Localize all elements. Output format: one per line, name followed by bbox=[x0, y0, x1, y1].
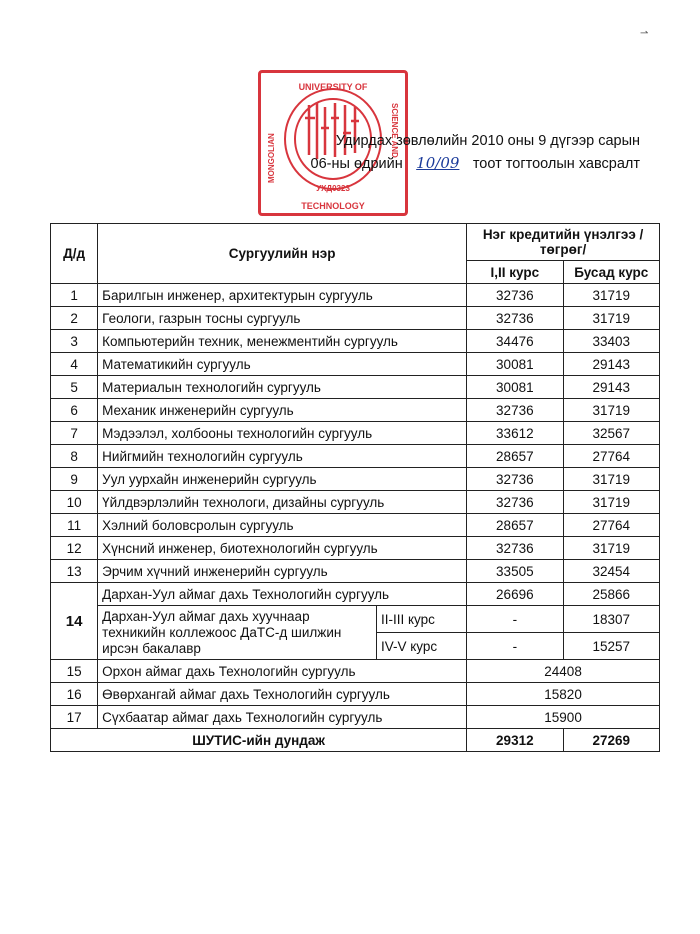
row-value-other: 27764 bbox=[563, 445, 659, 468]
row-value-year-1-2: 33505 bbox=[467, 560, 563, 583]
row-school-name: Уул уурхайн инженерийн сургууль bbox=[98, 468, 467, 491]
table-row bbox=[51, 376, 660, 399]
header-school-name: Сургуулийн нэр bbox=[98, 224, 467, 284]
row-value-other: 29143 bbox=[563, 376, 659, 399]
row-value-year-1-2: 30081 bbox=[467, 353, 563, 376]
row-school-name: Мэдээлэл, холбооны технологийн сургууль bbox=[98, 422, 467, 445]
row-index: 4 bbox=[51, 353, 98, 376]
table-row bbox=[51, 353, 660, 376]
row-index: 16 bbox=[51, 683, 98, 706]
row-value-year-1-2: - bbox=[467, 633, 563, 660]
row-value-year-1-2: 32736 bbox=[467, 491, 563, 514]
row-school-name: Үйлдвэрлэлийн технологи, дизайны сургууль bbox=[98, 491, 467, 514]
row-index: 10 bbox=[51, 491, 98, 514]
row-school-name-transfer: Дархан-Уул аймаг дахь хуучнаар техникийн коллежоос ДаТС-д шилжин ирсэн бакалавр bbox=[98, 606, 377, 660]
row-value-merged: 15900 bbox=[467, 706, 660, 729]
row-value-year-1-2: 28657 bbox=[467, 445, 563, 468]
handwritten-number: 10/09 bbox=[416, 154, 460, 172]
table-row bbox=[51, 514, 660, 537]
row-value-other: 27764 bbox=[563, 514, 659, 537]
table-row bbox=[51, 560, 660, 583]
row-index: 8 bbox=[51, 445, 98, 468]
table-row bbox=[51, 284, 660, 307]
document-header bbox=[300, 130, 640, 175]
header-year-1-2: I,II курс bbox=[467, 261, 563, 284]
table-row bbox=[51, 583, 660, 606]
header-line-2-suffix: тоот тогтоолын хавсралт bbox=[472, 156, 640, 172]
average-label: ШУТИС-ийн дундаж bbox=[51, 729, 467, 752]
row-value-other: 32454 bbox=[563, 560, 659, 583]
row-value-other: 25866 bbox=[563, 583, 659, 606]
row-index: 6 bbox=[51, 399, 98, 422]
row-value-merged: 24408 bbox=[467, 660, 660, 683]
header-line-1: Удирдах зөвлөлийн 2010 оны 9 дүгээр сарын bbox=[335, 133, 640, 149]
row-value-year-1-2: 28657 bbox=[467, 514, 563, 537]
row-school-name: Өвөрхангай аймаг дахь Технологийн сургууль bbox=[98, 683, 467, 706]
row-value-other: 31719 bbox=[563, 468, 659, 491]
table-row bbox=[51, 683, 660, 706]
row-school-name: Эрчим хүчний инженерийн сургууль bbox=[98, 560, 467, 583]
row-index: 9 bbox=[51, 468, 98, 491]
row-value-other: 18307 bbox=[563, 606, 659, 633]
row-value-year-1-2: 34476 bbox=[467, 330, 563, 353]
row-value-other: 15257 bbox=[563, 633, 659, 660]
average-year-1-2: 29312 bbox=[467, 729, 563, 752]
row-school-name: Математикийн сургууль bbox=[98, 353, 467, 376]
stamp-text-bottom: TECHNOLOGY bbox=[301, 201, 365, 211]
row-index: 15 bbox=[51, 660, 98, 683]
table-row bbox=[51, 706, 660, 729]
row-value-other: 31719 bbox=[563, 491, 659, 514]
table-row bbox=[51, 537, 660, 560]
header-line-2 bbox=[300, 152, 640, 175]
row-value-year-1-2: 33612 bbox=[467, 422, 563, 445]
row-value-other: 31719 bbox=[563, 399, 659, 422]
row-school-name: Хэлний боловсролын сургууль bbox=[98, 514, 467, 537]
header-other-years: Бусад курс bbox=[563, 261, 659, 284]
row-index: 12 bbox=[51, 537, 98, 560]
row-index: 11 bbox=[51, 514, 98, 537]
table-row bbox=[51, 422, 660, 445]
average-other: 27269 bbox=[563, 729, 659, 752]
row-index: 13 bbox=[51, 560, 98, 583]
credit-price-table bbox=[50, 223, 660, 752]
table-row bbox=[51, 399, 660, 422]
header-credit-price: Нэг кредитийн үнэлгээ /төгрөг/ bbox=[467, 224, 660, 261]
stamp-code: УХД0323 bbox=[316, 184, 350, 193]
row-value-merged: 15820 bbox=[467, 683, 660, 706]
table-row bbox=[51, 445, 660, 468]
row-value-year-1-2: - bbox=[467, 606, 563, 633]
row-index: 5 bbox=[51, 376, 98, 399]
row-school-name: Сүхбаатар аймаг дахь Технологийн сургууль bbox=[98, 706, 467, 729]
stamp-text-top: UNIVERSITY OF bbox=[298, 82, 368, 92]
table-row bbox=[51, 606, 660, 633]
row-school-name: Хүнсний инженер, биотехнологийн сургууль bbox=[98, 537, 467, 560]
row-index: 7 bbox=[51, 422, 98, 445]
row-index: 17 bbox=[51, 706, 98, 729]
row-value-other: 32567 bbox=[563, 422, 659, 445]
table-average-row bbox=[51, 729, 660, 752]
table-row bbox=[51, 307, 660, 330]
table-row bbox=[51, 660, 660, 683]
row-value-year-1-2: 32736 bbox=[467, 307, 563, 330]
row-value-other: 31719 bbox=[563, 284, 659, 307]
row-value-other: 33403 bbox=[563, 330, 659, 353]
header-line-2-prefix: 06-ны өдрийн bbox=[310, 156, 403, 172]
row-school-name: Орхон аймаг дахь Технологийн сургууль bbox=[98, 660, 467, 683]
row-index: 1 bbox=[51, 284, 98, 307]
table-row bbox=[51, 330, 660, 353]
row-value-year-1-2: 30081 bbox=[467, 376, 563, 399]
row-index: 14 bbox=[51, 583, 98, 660]
table-row bbox=[51, 491, 660, 514]
row-value-other: 31719 bbox=[563, 307, 659, 330]
row-subcourse-4-5: IV-V курс bbox=[376, 633, 466, 660]
corner-mark: ⇀ bbox=[640, 28, 649, 39]
row-school-name: Механик инженерийн сургууль bbox=[98, 399, 467, 422]
row-school-name: Барилгын инженер, архитектурын сургууль bbox=[98, 284, 467, 307]
row-school-name: Дархан-Уул аймаг дахь Технологийн сургууль bbox=[98, 583, 467, 606]
row-index: 3 bbox=[51, 330, 98, 353]
table-row bbox=[51, 468, 660, 491]
row-school-name: Компьютерийн техник, менежментийн сургууль bbox=[98, 330, 467, 353]
stamp-text-left: MONGOLIAN bbox=[267, 133, 276, 183]
row-value-year-1-2: 26696 bbox=[467, 583, 563, 606]
row-value-year-1-2: 32736 bbox=[467, 284, 563, 307]
row-subcourse-2-3: II-III курс bbox=[376, 606, 466, 633]
stamp-text-right: SCIENCE AND bbox=[390, 103, 399, 158]
row-value-other: 31719 bbox=[563, 537, 659, 560]
row-value-other: 29143 bbox=[563, 353, 659, 376]
row-school-name: Материалын технологийн сургууль bbox=[98, 376, 467, 399]
row-value-year-1-2: 32736 bbox=[467, 399, 563, 422]
row-value-year-1-2: 32736 bbox=[467, 537, 563, 560]
row-school-name: Нийгмийн технологийн сургууль bbox=[98, 445, 467, 468]
table-header-row bbox=[51, 224, 660, 261]
row-index: 2 bbox=[51, 307, 98, 330]
row-school-name: Геологи, газрын тосны сургууль bbox=[98, 307, 467, 330]
row-value-year-1-2: 32736 bbox=[467, 468, 563, 491]
header-index: Д/д bbox=[51, 224, 98, 284]
